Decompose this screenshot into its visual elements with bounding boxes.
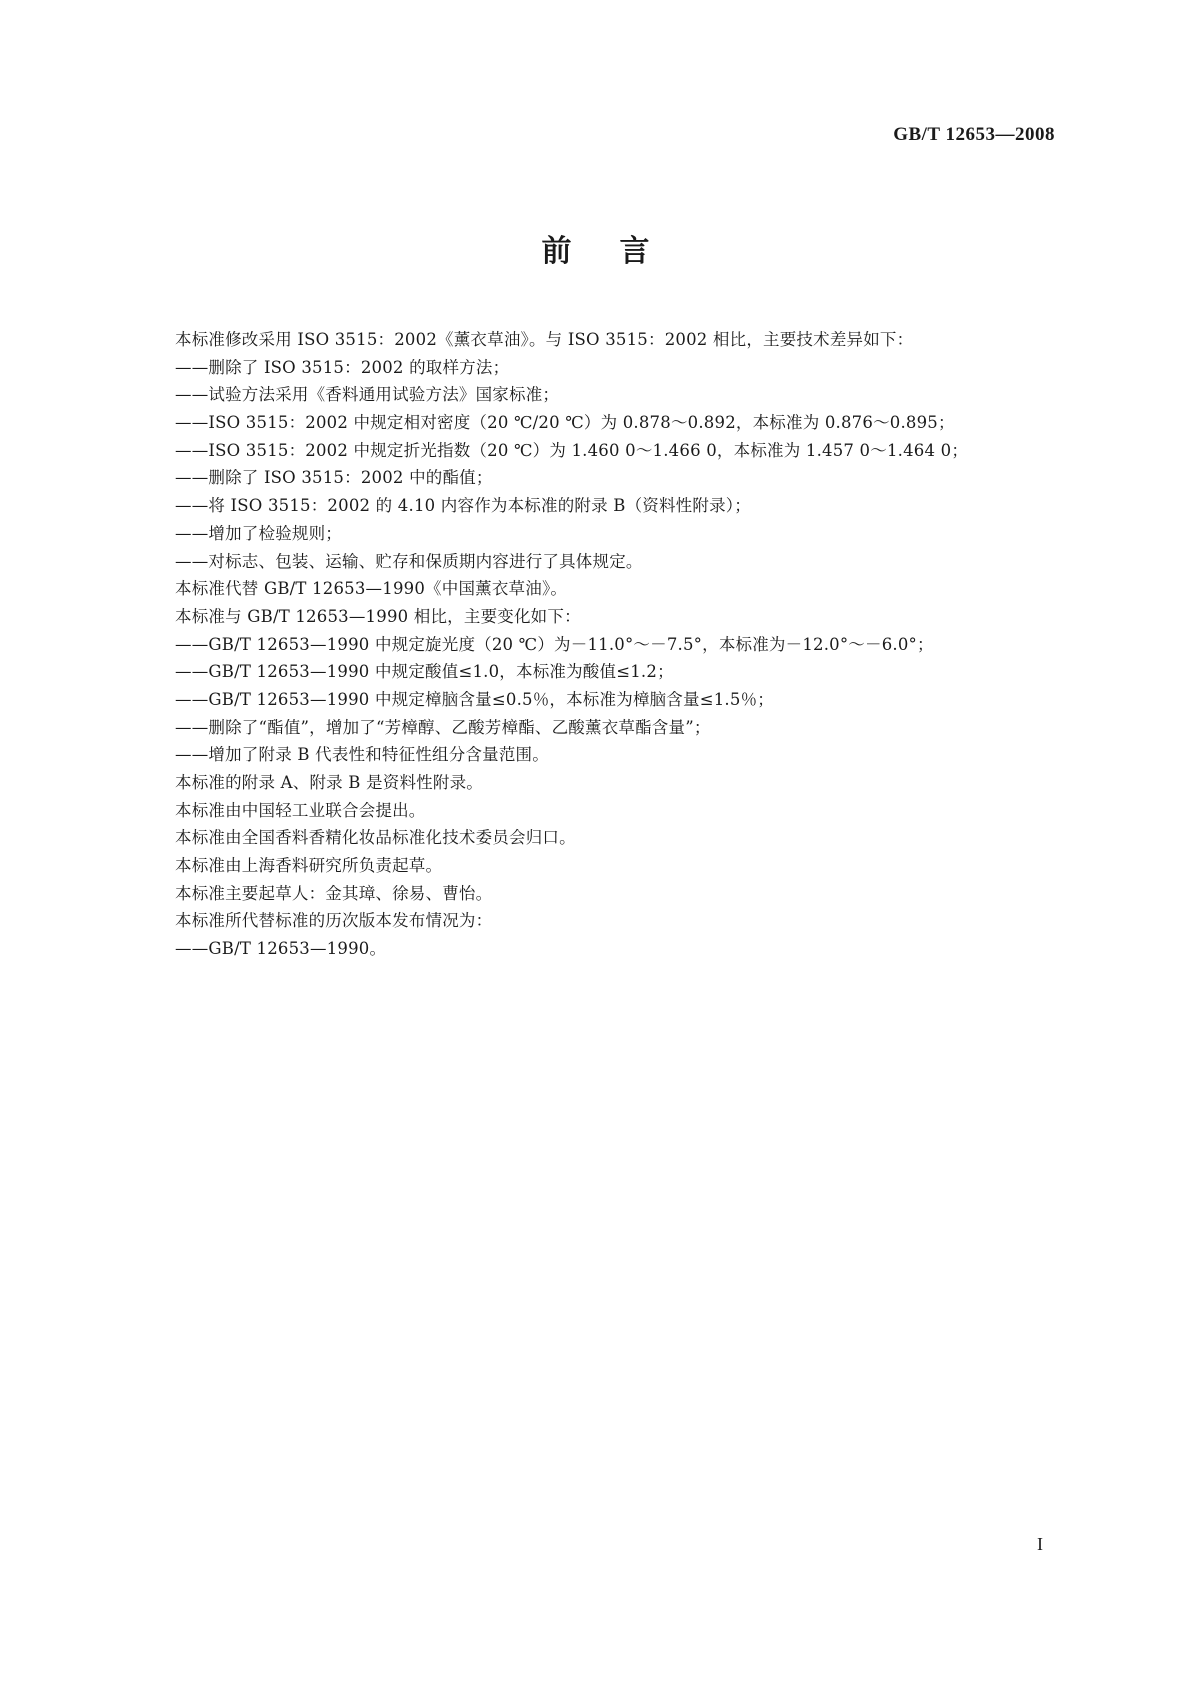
list-item: ——ISO 3515：2002 中规定相对密度（20 ℃/20 ℃）为 0.878～0.892，本标准为 0.876～0.895； — [175, 413, 955, 433]
list-item: ——GB/T 12653—1990 中规定旋光度（20 ℃）为－11.0°～－7.5°，本标准为－12.0°～－6.0°； — [175, 634, 934, 654]
list-item: ——试验方法采用《香料通用试验方法》国家标准； — [175, 385, 560, 405]
list-item: ——删除了“酯值”，增加了“芳樟醇、乙酸芳樟酯、乙酸薰衣草酯含量”； — [175, 717, 711, 737]
list-item: ——将 ISO 3515：2002 的 4.10 内容作为本标准的附录 B（资料性附录）； — [175, 496, 751, 516]
page-number: I — [1037, 1534, 1043, 1554]
standard-number: GB/T 12653—2008 — [893, 124, 1055, 145]
list-item: ——GB/T 12653—1990。 — [175, 939, 387, 959]
paragraph-line: 本标准由中国轻工业联合会提出。 — [175, 800, 426, 820]
paragraph-line: 本标准由上海香料研究所负责起草。 — [175, 856, 443, 876]
list-item: ——对标志、包装、运输、贮存和保质期内容进行了具体规定。 — [175, 551, 643, 571]
list-item: ——GB/T 12653—1990 中规定樟脑含量≤0.5％，本标准为樟脑含量≤1.5％； — [175, 689, 774, 709]
paragraph-line: 本标准代替 GB/T 12653—1990《中国薰衣草油》。 — [175, 579, 568, 599]
paragraph-line: 本标准的附录 A、附录 B 是资料性附录。 — [175, 773, 483, 792]
list-item: ——增加了检验规则； — [175, 523, 342, 543]
list-item: ——删除了 ISO 3515：2002 的取样方法； — [175, 357, 510, 377]
paragraph-line: 本标准主要起草人：金其璋、徐易、曹怡。 — [175, 883, 493, 903]
foreword-body — [175, 326, 1065, 963]
paragraph-line: 本标准所代替标准的历次版本发布情况为： — [175, 911, 493, 931]
paragraph-line: 本标准由全国香料香精化妆品标准化技术委员会归口。 — [175, 828, 576, 848]
list-item: ——ISO 3515：2002 中规定折光指数（20 ℃）为 1.460 0～1.466 0，本标准为 1.457 0～1.464 0； — [175, 440, 969, 460]
paragraph-line: 本标准与 GB/T 12653—1990 相比，主要变化如下： — [175, 606, 581, 626]
list-item: ——删除了 ISO 3515：2002 中的酯值； — [175, 468, 493, 488]
list-item: ——GB/T 12653—1990 中规定酸值≤1.0，本标准为酸值≤1.2； — [175, 662, 674, 682]
list-item: ——增加了附录 B 代表性和特征性组分含量范围。 — [175, 745, 549, 765]
page-title: 前言 — [541, 234, 698, 269]
paragraph-line: 本标准修改采用 ISO 3515：2002《薰衣草油》。与 ISO 3515：2002 相比，主要技术差异如下： — [175, 330, 914, 349]
